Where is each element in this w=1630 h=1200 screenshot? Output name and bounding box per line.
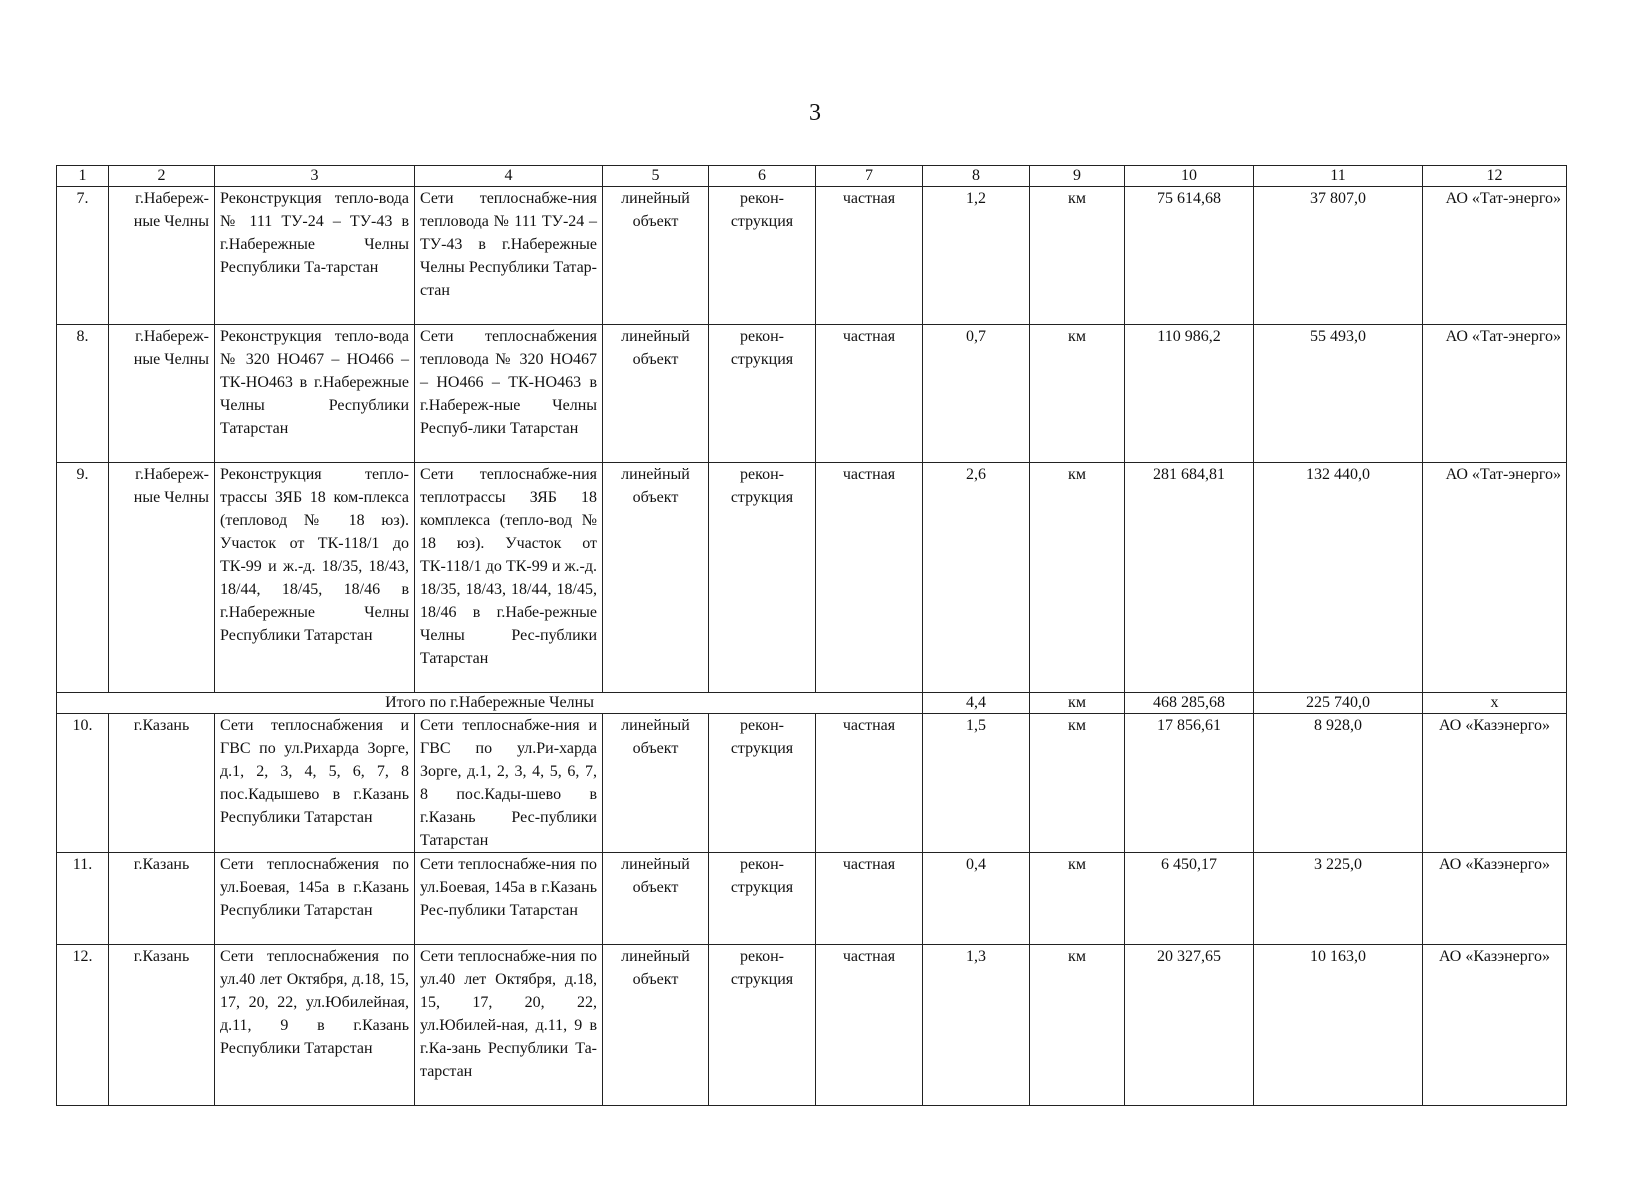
table-row [57,187,1567,325]
unit-cell: км [1030,325,1125,463]
object-type-cell: линейный объект [603,714,709,853]
project-name-cell: Сети теплоснабжения по ул.Боевая, 145а в г.Казань Республики Татарстан [215,853,415,945]
amount-cell: 132 440,0 [1254,463,1423,693]
object-type-cell: линейный объект [603,463,709,693]
table-row [57,714,1567,853]
amount-cell: 3 225,0 [1254,853,1423,945]
project-name-cell: Реконструкция тепло-вода № 320 НО467 – НО466 – ТК-НО463 в г.Набережные Челны Республики Татарстан [215,325,415,463]
object-name-cell: Сети теплоснабжения тепловода № 320 НО467 – НО466 – ТК-НО463 в г.Набереж-ные Челны Респуб-лики Татарстан [415,325,603,463]
total-organization: x [1423,693,1567,714]
length-cell: 0,4 [923,853,1030,945]
total-length: 4,4 [923,693,1030,714]
amount-cell: 10 163,0 [1254,945,1423,1106]
table-row [57,325,1567,463]
work-type-cell: рекон-струкция [709,853,816,945]
row-number: 8. [57,325,109,463]
amount-cell: 37 807,0 [1254,187,1423,325]
city-cell: г.Казань [109,853,215,945]
cost-cell: 75 614,68 [1125,187,1254,325]
organization-cell: АО «Тат-энерго» [1423,463,1567,693]
ownership-cell: частная [816,853,923,945]
table-row [57,853,1567,945]
column-number: 9 [1030,166,1125,187]
column-number: 10 [1125,166,1254,187]
ownership-cell: частная [816,714,923,853]
city-cell: г.Казань [109,714,215,853]
column-number: 1 [57,166,109,187]
cost-cell: 20 327,65 [1125,945,1254,1106]
project-name-cell: Сети теплоснабжения и ГВС по ул.Рихарда Зорге, д.1, 2, 3, 4, 5, 6, 7, 8 пос.Кадышево в г.Казань Республики Татарстан [215,714,415,853]
column-number: 12 [1423,166,1567,187]
object-type-cell: линейный объект [603,853,709,945]
work-type-cell: рекон-струкция [709,187,816,325]
project-name-cell: Реконструкция тепло-трассы ЗЯБ 18 ком-плекса (тепловод № 18 юз). Участок от ТК-118/1 до ТК-99 и ж.-д. 18/35, 18/43, 18/44, 18/45, 18/46 в г.Набережные Челны Республики Татарстан [215,463,415,693]
column-number: 7 [816,166,923,187]
page-number: 3 [809,100,821,126]
object-type-cell: линейный объект [603,187,709,325]
work-type-cell: рекон-струкция [709,463,816,693]
column-number-row [57,166,1567,187]
ownership-cell: частная [816,325,923,463]
object-name-cell: Сети теплоснабже-ния по ул.Боевая, 145а в г.Казань Рес-публики Татарстан [415,853,603,945]
city-cell: г.Набереж-ные Челны [109,463,215,693]
cost-cell: 281 684,81 [1125,463,1254,693]
unit-cell: км [1030,853,1125,945]
ownership-cell: частная [816,187,923,325]
column-number: 2 [109,166,215,187]
organization-cell: АО «Тат-энерго» [1423,325,1567,463]
organization-cell: АО «Тат-энерго» [1423,187,1567,325]
column-number: 3 [215,166,415,187]
amount-cell: 8 928,0 [1254,714,1423,853]
ownership-cell: частная [816,463,923,693]
column-number: 5 [603,166,709,187]
column-number: 11 [1254,166,1423,187]
column-number: 4 [415,166,603,187]
ownership-cell: частная [816,945,923,1106]
length-cell: 0,7 [923,325,1030,463]
organization-cell: АО «Казэнерго» [1423,714,1567,853]
total-amount: 225 740,0 [1254,693,1423,714]
work-type-cell: рекон-струкция [709,945,816,1106]
row-number: 12. [57,945,109,1106]
city-cell: г.Набереж-ные Челны [109,325,215,463]
cost-cell: 110 986,2 [1125,325,1254,463]
unit-cell: км [1030,187,1125,325]
work-type-cell: рекон-струкция [709,714,816,853]
city-cell: г.Казань [109,945,215,1106]
organization-cell: АО «Казэнерго» [1423,853,1567,945]
object-name-cell: Сети теплоснабже-ния и ГВС по ул.Ри-харда Зорге, д.1, 2, 3, 4, 5, 6, 7, 8 пос.Кады-шево в г.Казань Рес-публики Татарстан [415,714,603,853]
object-type-cell: линейный объект [603,325,709,463]
city-cell: г.Набереж-ные Челны [109,187,215,325]
object-name-cell: Сети теплоснабже-ния по ул.40 лет Октября, д.18, 15, 17, 20, 22, ул.Юбилей-ная, д.11, 9 в г.Ка-зань Республики Та-тарстан [415,945,603,1106]
length-cell: 1,2 [923,187,1030,325]
unit-cell: км [1030,945,1125,1106]
column-number: 8 [923,166,1030,187]
amount-cell: 55 493,0 [1254,325,1423,463]
unit-cell: км [1030,714,1125,853]
column-number: 6 [709,166,816,187]
cost-cell: 6 450,17 [1125,853,1254,945]
row-number: 7. [57,187,109,325]
row-number: 11. [57,853,109,945]
total-unit: км [1030,693,1125,714]
total-cost: 468 285,68 [1125,693,1254,714]
work-type-cell: рекон-струкция [709,325,816,463]
length-cell: 1,3 [923,945,1030,1106]
table-row [57,945,1567,1106]
cost-cell: 17 856,61 [1125,714,1254,853]
organization-cell: АО «Казэнерго» [1423,945,1567,1106]
project-name-cell: Реконструкция тепло-вода № 111 ТУ-24 – ТУ-43 в г.Набережные Челны Республики Та-тарстан [215,187,415,325]
object-type-cell: линейный объект [603,945,709,1106]
project-name-cell: Сети теплоснабжения по ул.40 лет Октября, д.18, 15, 17, 20, 22, ул.Юбилейная, д.11, 9 в г.Казань Республики Татарстан [215,945,415,1106]
investment-table [56,165,1567,1106]
row-number: 9. [57,463,109,693]
length-cell: 1,5 [923,714,1030,853]
total-label: Итого по г.Набережные Челны [57,693,923,714]
object-name-cell: Сети теплоснабже-ния теплотрассы ЗЯБ 18 комплекса (тепло-вод № 18 юз). Участок от ТК-118/1 до ТК-99 и ж.-д. 18/35, 18/43, 18/44, 18/45, 18/46 в г.Набе-режные Челны Рес-публики Татарстан [415,463,603,693]
row-number: 10. [57,714,109,853]
unit-cell: км [1030,463,1125,693]
length-cell: 2,6 [923,463,1030,693]
object-name-cell: Сети теплоснабже-ния тепловода № 111 ТУ-24 – ТУ-43 в г.Набережные Челны Республики Татар-стан [415,187,603,325]
total-row [57,693,1567,714]
table-row [57,463,1567,693]
